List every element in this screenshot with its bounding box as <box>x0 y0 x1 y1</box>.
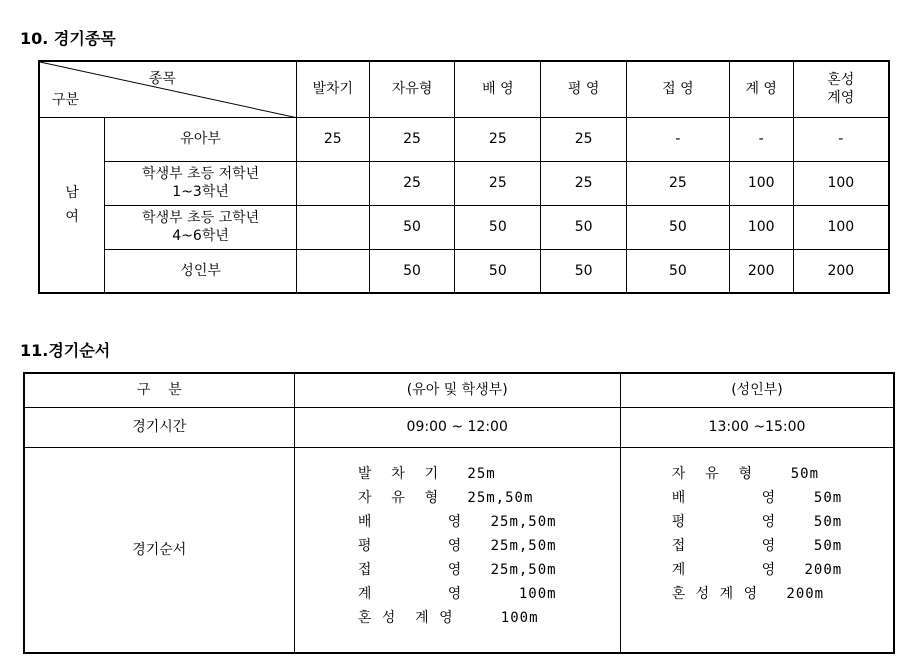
table-cell: 100 <box>793 205 889 249</box>
table-cell: 50 <box>541 249 627 293</box>
table-cell <box>294 447 620 653</box>
table-cell: 13:00 ~15:00 <box>620 407 894 447</box>
row-label: 유아부 <box>105 117 297 161</box>
table-cell: 50 <box>369 205 455 249</box>
table-cell: 100 <box>729 161 793 205</box>
table-cell <box>620 447 894 653</box>
table-cell: 200 <box>729 249 793 293</box>
table-header-row <box>39 61 889 117</box>
table-cell: 50 <box>455 205 541 249</box>
table-cell: 25 <box>369 161 455 205</box>
col-header: 배 영 <box>455 61 541 117</box>
col-header: 자유형 <box>369 61 455 117</box>
table-cell: 200 <box>793 249 889 293</box>
table-cell: - <box>627 117 730 161</box>
table-row <box>39 249 889 293</box>
diag-bottom-label: 구분 <box>52 91 80 108</box>
col-header: 계 영 <box>729 61 793 117</box>
group-label: 남 여 <box>39 117 105 293</box>
table-cell <box>296 249 369 293</box>
adult-order-list: 자 유 형 50m 배 영 50m 평 영 50m 접 영 50m 계 영 200m 혼 성 계 영 200m <box>671 465 843 602</box>
table-cell: 09:00 ~ 12:00 <box>294 407 620 447</box>
diag-top-label: 종목 <box>148 71 176 87</box>
section-10-title: 10. 경기종목 <box>20 29 116 48</box>
table-cell: 25 <box>455 117 541 161</box>
table-cell: 50 <box>541 205 627 249</box>
table-cell: 25 <box>296 117 369 161</box>
table-cell: 25 <box>627 161 730 205</box>
table-cell <box>296 205 369 249</box>
table-cell: 50 <box>455 249 541 293</box>
table-row <box>39 161 889 205</box>
table-cell: 25 <box>369 117 455 161</box>
table-cell: 50 <box>627 205 730 249</box>
table-cell: 100 <box>729 205 793 249</box>
diagonal-header-cell <box>39 61 296 117</box>
event-table <box>38 60 890 294</box>
table-cell: 25 <box>541 117 627 161</box>
table-header-row <box>24 373 894 407</box>
col-header: 발차기 <box>296 61 369 117</box>
col-header: 평 영 <box>541 61 627 117</box>
row-label: 경기순서 <box>24 447 294 653</box>
col-header: 구 분 <box>24 373 294 407</box>
table-row <box>39 117 889 161</box>
col-header: 접 영 <box>627 61 730 117</box>
table-cell: 50 <box>369 249 455 293</box>
section-11-title: 11.경기순서 <box>20 341 111 360</box>
table-row <box>24 407 894 447</box>
table-cell: - <box>793 117 889 161</box>
row-label: 학생부 초등 저학년 1~3학년 <box>105 161 297 205</box>
col-header: (유아 및 학생부) <box>294 373 620 407</box>
row-label: 경기시간 <box>24 407 294 447</box>
table-cell: 25 <box>455 161 541 205</box>
table-cell: - <box>729 117 793 161</box>
kids-order-list: 발 차 기 25m 자 유 형 25m,50m 배 영 25m,50m 평 영 25m,50m 접 영 25m,50m 계 영 100m 혼 성 계 영 100m <box>357 465 557 626</box>
table-row <box>39 205 889 249</box>
row-label: 학생부 초등 고학년 4~6학년 <box>105 205 297 249</box>
table-cell <box>296 161 369 205</box>
table-cell: 100 <box>793 161 889 205</box>
row-label: 성인부 <box>105 249 297 293</box>
col-header: (성인부) <box>620 373 894 407</box>
table-row <box>24 447 894 653</box>
order-table <box>23 372 895 654</box>
col-header: 혼성 계영 <box>793 61 889 117</box>
table-cell: 25 <box>541 161 627 205</box>
table-cell: 50 <box>627 249 730 293</box>
